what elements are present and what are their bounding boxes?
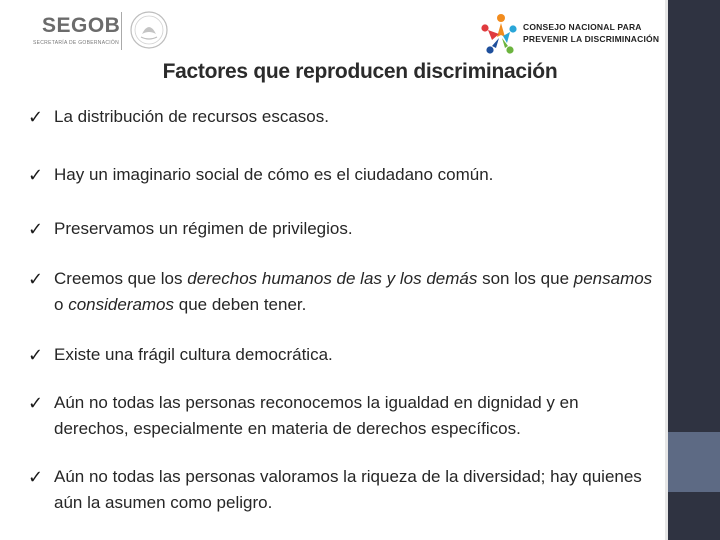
list-item: [28, 266, 653, 318]
segob-logo: [32, 10, 177, 52]
right-side-band-accent: [668, 432, 720, 492]
checkmark-icon: ✓: [28, 219, 44, 239]
list-item-text: Preservamos un régimen de privilegios.: [54, 219, 353, 238]
text-part-italic: derechos humanos de las y los demás: [187, 269, 478, 288]
list-item: [28, 464, 653, 516]
list-item: [28, 216, 653, 242]
checkmark-icon: ✓: [28, 165, 44, 185]
checkmark-icon: ✓: [28, 269, 44, 289]
text-part: o: [54, 295, 69, 314]
list-item-text: La distribución de recursos escasos.: [54, 107, 329, 126]
conapred-logo-text: [523, 21, 659, 45]
checkmark-icon: ✓: [28, 107, 44, 127]
checkmark-icon: ✓: [28, 345, 44, 365]
conapred-logo: [480, 12, 660, 56]
text-part: Creemos que los: [54, 269, 188, 288]
conapred-line-1: CONSEJO NACIONAL PARA: [523, 22, 642, 32]
list-item-text: [54, 266, 653, 318]
slide-title: Factores que reproducen discriminación: [162, 60, 558, 83]
text-part-italic: consideramos: [68, 295, 175, 314]
text-part-italic: pensamos: [573, 269, 653, 288]
list-item: [28, 390, 653, 442]
list-item-text: Aún no todas las personas valoramos la riqueza de la diversidad; hay quienes aún la asumen como peligro.: [54, 467, 642, 512]
conapred-people-icon: [480, 12, 518, 56]
checkmark-icon: ✓: [28, 467, 44, 487]
factor-list: [28, 104, 653, 516]
checkmark-icon: ✓: [28, 393, 44, 413]
list-item-text: Aún no todas las personas reconocemos la igualdad en dignidad y en derechos, especialmente en materia de derechos específicos.: [54, 393, 579, 438]
mexican-seal-icon: [129, 10, 169, 50]
list-item-text: Hay un imaginario social de cómo es el ciudadano común.: [54, 165, 494, 184]
conapred-line-2: PREVENIR LA DISCRIMINACIÓN: [523, 34, 660, 44]
list-item-text: Existe una frágil cultura democrática.: [54, 345, 333, 364]
list-item: [28, 104, 653, 130]
segob-logo-name: SEGOB: [42, 14, 121, 37]
text-part: que deben tener.: [174, 295, 307, 314]
segob-logo-subtitle: SECRETARÍA DE GOBERNACIÓN: [33, 40, 120, 46]
text-part: son los que: [477, 269, 574, 288]
list-item: [28, 342, 653, 368]
segob-logo-separator: [121, 12, 122, 50]
list-item: [28, 162, 653, 188]
